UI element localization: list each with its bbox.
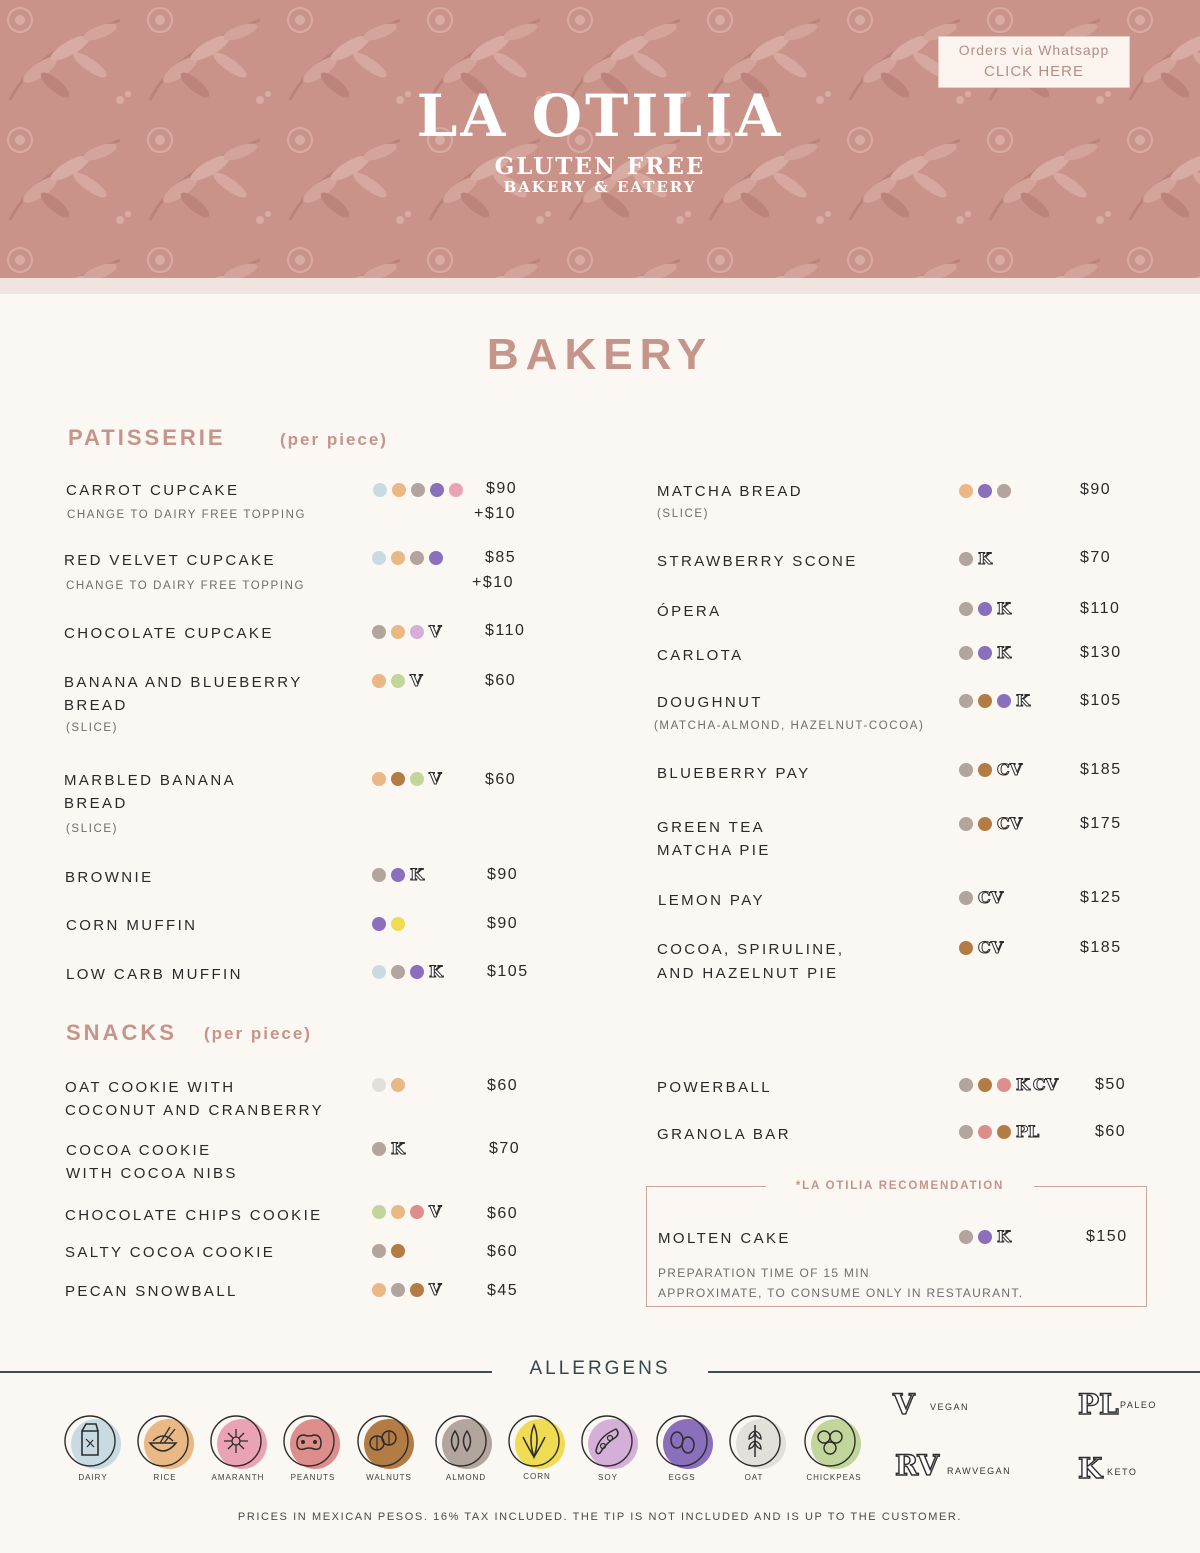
menu-item-price: $60 [485, 672, 517, 689]
allergen-dot [959, 646, 973, 660]
menu-item-price: $105 [487, 963, 529, 980]
allergen-dot [959, 1230, 973, 1244]
diet-badge: CV [997, 814, 1023, 833]
allergen-dot [959, 817, 973, 831]
allergen-marks [372, 1141, 408, 1157]
diet-badge: V [410, 671, 423, 690]
menu-item-name: MATCHA BREAD [657, 483, 804, 500]
allergen-dot [411, 483, 425, 497]
section-title-snacks: SNACKS [66, 1020, 177, 1045]
allergen-marks [959, 1077, 1061, 1093]
allergen-marks [959, 890, 1006, 906]
whatsapp-cta[interactable]: CLICK HERE [983, 63, 1085, 80]
menu-item-price: $90 [1080, 481, 1112, 498]
menu-item-extra-price: +$10 [474, 505, 517, 522]
allergen-dot [391, 772, 405, 786]
diet-badge: V [429, 769, 442, 788]
diet-badge: K [997, 1227, 1011, 1246]
menu-item-name: MARBLED BANANA [64, 772, 236, 789]
legend-label-paleo: PALEO [1120, 1400, 1157, 1410]
allergens-title: ALLERGENS [529, 1358, 671, 1379]
menu-item-price: $185 [1080, 939, 1122, 956]
menu-item-price: $70 [1080, 549, 1112, 566]
allergen-marks [959, 645, 1014, 661]
menu-item-price: $125 [1080, 889, 1122, 906]
diet-badge: K [1016, 1075, 1030, 1094]
legend-symbol-paleo: PL [1078, 1388, 1119, 1421]
allergen-dot [391, 1078, 405, 1092]
allergen-dot [373, 483, 387, 497]
allergen-dot [391, 674, 405, 688]
walnut-icon [356, 1413, 416, 1473]
menu-item-name: CHOCOLATE CHIPS COOKIE [65, 1207, 323, 1224]
menu-item-note: (SLICE) [66, 722, 119, 734]
allergen-dot [997, 1078, 1011, 1092]
oat-stalk-icon [728, 1413, 788, 1473]
allergen-marks [372, 867, 427, 883]
diet-badge: CV [978, 938, 1004, 957]
menu-item-note: (MATCHA-ALMOND, HAZELNUT-COCOA) [654, 720, 925, 732]
menu-item-name: POWERBALL [657, 1079, 772, 1096]
chickpeas-icon-fill [811, 1419, 861, 1469]
brand-logo-name: LA OTILIA [416, 82, 784, 150]
menu-item-name: CORN MUFFIN [66, 917, 198, 934]
allergen-dot [372, 1283, 386, 1297]
allergen-dot [391, 965, 405, 979]
allergen-marks [959, 940, 1006, 956]
allergen-marks [959, 551, 995, 567]
amaranth-icon-fill [217, 1419, 267, 1469]
diet-badge: V [429, 622, 442, 641]
menu-item-name-line2: MATCHA PIE [657, 842, 771, 859]
menu-item-price: $60 [1095, 1123, 1127, 1140]
menu-item-price: $90 [486, 480, 518, 497]
recommendation-item-name: MOLTEN CAKE [658, 1230, 791, 1247]
allergen-dot [391, 1205, 405, 1219]
allergen-dot [959, 1125, 973, 1139]
menu-item-name-line2: WITH COCOA NIBS [66, 1165, 238, 1182]
menu-item-note: CHANGE TO DAIRY FREE TOPPING [66, 580, 306, 592]
menu-item-name: BROWNIE [65, 869, 154, 886]
menu-item-price: $175 [1080, 815, 1122, 832]
almond-icon [434, 1413, 494, 1473]
brand-tagline-gluten-free: GLUTEN FREE [494, 153, 706, 180]
menu-item-name-line2: BREAD [64, 795, 128, 812]
diet-badge: K [997, 599, 1011, 618]
allergen-dot [391, 1244, 405, 1258]
allergen-dot [391, 625, 405, 639]
allergen-dot [978, 1078, 992, 1092]
allergen-marks [372, 964, 446, 980]
recommendation-price: $150 [1086, 1228, 1128, 1245]
page-title: BAKERY [486, 330, 714, 379]
allergen-dot [959, 1078, 973, 1092]
allergen-dot [959, 941, 973, 955]
allergen-label-almond: ALMOND [445, 1473, 487, 1482]
menu-item-extra-price: +$10 [472, 574, 515, 591]
allergen-dot [372, 917, 386, 931]
diet-badge: V [429, 1202, 442, 1221]
allergen-marks [372, 550, 448, 566]
allergen-marks [959, 1229, 1014, 1245]
allergen-marks [372, 1077, 410, 1093]
allergen-label-chickpeas: CHICKPEAS [806, 1473, 862, 1482]
allergen-dot [978, 1230, 992, 1244]
menu-item-price: $60 [487, 1077, 519, 1094]
menu-item-price: $110 [1080, 600, 1121, 617]
soybean-icon [580, 1413, 640, 1473]
allergen-marks [372, 624, 444, 640]
diet-badge: K [391, 1139, 405, 1158]
allergen-label-amaranth: AMARANTH [211, 1473, 265, 1482]
allergen-dot [372, 965, 386, 979]
menu-item-note: CHANGE TO DAIRY FREE TOPPING [67, 509, 307, 521]
menu-item-price: $50 [1095, 1076, 1127, 1093]
allergen-dot [997, 694, 1011, 708]
rice-bowl-icon [136, 1413, 196, 1473]
allergen-marks [372, 673, 425, 689]
allergen-dot [392, 483, 406, 497]
allergen-dot [410, 551, 424, 565]
allergen-dot [978, 763, 992, 777]
allergen-marks [372, 1282, 444, 1298]
menu-item-name-line2: AND HAZELNUT PIE [657, 965, 839, 982]
allergen-dot [391, 551, 405, 565]
menu-item-name: LOW CARB MUFFIN [66, 966, 243, 983]
allergen-dot [997, 484, 1011, 498]
menu-item-name-line2: COCONUT AND CRANBERRY [65, 1102, 325, 1119]
header-banner [0, 0, 1200, 278]
corn-icon [507, 1413, 567, 1473]
allergen-dot [372, 625, 386, 639]
allergen-dot [372, 772, 386, 786]
allergen-dot [959, 891, 973, 905]
menu-item-price: $70 [489, 1140, 521, 1157]
allergen-dot [959, 763, 973, 777]
allergen-dot [372, 1244, 386, 1258]
allergen-dot [410, 965, 424, 979]
menu-item-price: $90 [487, 915, 519, 932]
menu-item-name: OAT COOKIE WITH [65, 1079, 236, 1096]
almond-icon-fill [442, 1419, 492, 1469]
menu-item-price: $185 [1080, 761, 1122, 778]
legend-symbol-rawvegan: RV [895, 1449, 939, 1482]
allergen-dot [978, 484, 992, 498]
diet-badge: PL [1016, 1122, 1040, 1141]
allergen-label-eggs: EGGS [668, 1473, 696, 1482]
menu-item-note: (SLICE) [66, 823, 119, 835]
allergen-dot [959, 694, 973, 708]
allergen-label-soy: SOY [598, 1473, 618, 1482]
menu-item-name: BANANA AND BLUEBERRY [64, 674, 303, 691]
allergen-marks [959, 693, 1033, 709]
footer-pricing-note: PRICES IN MEXICAN PESOS. 16% TAX INCLUDED. THE TIP IS NOT INCLUDED AND IS UP TO THE CUSTOMER. [237, 1511, 963, 1523]
eggs-icon [655, 1413, 715, 1473]
allergen-dot [372, 1078, 386, 1092]
soy-icon-fill [588, 1419, 638, 1469]
allergen-dot [978, 646, 992, 660]
milk-carton-icon [63, 1413, 123, 1473]
allergen-dot [372, 551, 386, 565]
allergen-label-corn: CORN [523, 1472, 551, 1481]
section-subtitle-snacks: (per piece) [204, 1024, 312, 1043]
menu-item-price: $85 [485, 549, 517, 566]
menu-item-price: $105 [1080, 692, 1122, 709]
allergen-label-rice: RICE [153, 1473, 177, 1482]
diet-badge: K [429, 962, 443, 981]
menu-item-name: STRAWBERRY SCONE [657, 553, 858, 570]
amaranth-flower-icon [209, 1413, 269, 1473]
allergen-dot [978, 817, 992, 831]
allergen-dot [430, 483, 444, 497]
chickpea-icon [803, 1413, 863, 1473]
allergen-dot [410, 772, 424, 786]
legend-label-rawvegan: RAWVEGAN [947, 1466, 1012, 1476]
allergen-marks [372, 1243, 410, 1259]
menu-item-name: CARLOTA [657, 647, 744, 664]
peanut-icon [282, 1413, 342, 1473]
diet-badge: K [978, 549, 992, 568]
allergen-dot [372, 1205, 386, 1219]
allergen-marks [959, 1124, 1042, 1140]
allergen-marks [959, 762, 1025, 778]
allergen-dot [391, 917, 405, 931]
menu-item-name: BLUEBERRY PAY [657, 765, 811, 782]
allergen-dot [959, 552, 973, 566]
menu-item-name: DOUGHNUT [657, 694, 763, 711]
allergen-dot [372, 1142, 386, 1156]
diet-badge: CV [978, 888, 1004, 907]
allergen-marks [372, 771, 444, 787]
allergen-dot [959, 484, 973, 498]
menu-item-name: COCOA, SPIRULINE, [657, 941, 845, 958]
allergen-dot [391, 868, 405, 882]
allergen-dot [429, 551, 443, 565]
menu-item-name: SALTY COCOA COOKIE [65, 1244, 276, 1261]
allergen-dot [410, 1283, 424, 1297]
allergen-marks [372, 1204, 444, 1220]
allergen-marks [959, 483, 1016, 499]
allergen-dot [449, 483, 463, 497]
menu-item-price: $45 [487, 1282, 519, 1299]
allergen-dot [978, 1125, 992, 1139]
menu-item-price: $60 [487, 1243, 519, 1260]
whatsapp-order-button[interactable] [938, 36, 1130, 88]
eggs-icon-fill [663, 1419, 713, 1469]
recommendation-note: APPROXIMATE, TO CONSUME ONLY IN RESTAURANT. [658, 1286, 1024, 1300]
allergen-label-peanuts: PEANUTS [290, 1473, 336, 1482]
legend-label-keto: KETO [1107, 1467, 1138, 1477]
diet-badge: V [429, 1280, 442, 1299]
menu-item-price: $60 [485, 771, 517, 788]
diet-badge: K [997, 643, 1011, 662]
allergen-dot [391, 1283, 405, 1297]
legend-label-vegan: VEGAN [930, 1402, 970, 1412]
allergen-dot [410, 1205, 424, 1219]
menu-item-name: RED VELVET CUPCAKE [64, 552, 276, 569]
menu-item-name: PECAN SNOWBALL [65, 1283, 238, 1300]
legend-symbol-vegan: V [893, 1388, 915, 1421]
allergen-dot [959, 602, 973, 616]
diet-badge: CV [997, 760, 1023, 779]
menu-item-name: LEMON PAY [658, 892, 765, 909]
recommendation-label: *LA OTILIA RECOMENDATION [766, 1180, 1034, 1192]
allergen-marks [372, 916, 410, 932]
allergen-label-walnuts: WALNUTS [366, 1473, 412, 1482]
menu-item-name: GREEN TEA [657, 819, 766, 836]
menu-item-name: CARROT CUPCAKE [66, 482, 240, 499]
menu-item-price: $130 [1080, 644, 1122, 661]
menu-item-name: ÓPERA [657, 603, 722, 620]
menu-item-name-line2: BREAD [64, 697, 128, 714]
brand-tagline-bakery: BAKERY & EATERY [503, 178, 697, 196]
diet-badge: CV [1032, 1075, 1059, 1094]
menu-item-note: (SLICE) [657, 508, 710, 520]
menu-item-name: COCOA COOKIE [66, 1142, 212, 1159]
allergen-dot [997, 1125, 1011, 1139]
legend-symbol-keto: K [1078, 1452, 1103, 1485]
menu-item-name: CHOCOLATE CUPCAKE [64, 625, 274, 642]
section-title-patisserie: PATISSERIE [68, 425, 226, 450]
section-subtitle-patisserie: (per piece) [280, 430, 388, 449]
allergen-label-oat: OAT [744, 1473, 764, 1482]
recommendation-note: PREPARATION TIME OF 15 MIN [658, 1266, 870, 1280]
whatsapp-label: Orders via Whatsapp [958, 42, 1110, 58]
oat-icon-fill [736, 1419, 786, 1469]
allergen-dot [978, 694, 992, 708]
allergen-dot [372, 674, 386, 688]
allergen-marks [959, 601, 1014, 617]
menu-item-price: $110 [485, 622, 526, 639]
menu-item-price: $60 [487, 1205, 519, 1222]
diet-badge: K [410, 865, 424, 884]
corn-icon-fill [515, 1419, 565, 1469]
header-divider [0, 278, 1200, 294]
diet-badge: K [1016, 691, 1030, 710]
menu-item-price: $90 [487, 866, 519, 883]
allergen-marks [959, 816, 1025, 832]
allergen-dot [372, 868, 386, 882]
menu-item-name: GRANOLA BAR [657, 1126, 791, 1143]
allergen-label-dairy: DAIRY [78, 1473, 108, 1482]
allergen-dot [410, 625, 424, 639]
allergen-dot [978, 602, 992, 616]
allergen-marks [373, 482, 468, 498]
